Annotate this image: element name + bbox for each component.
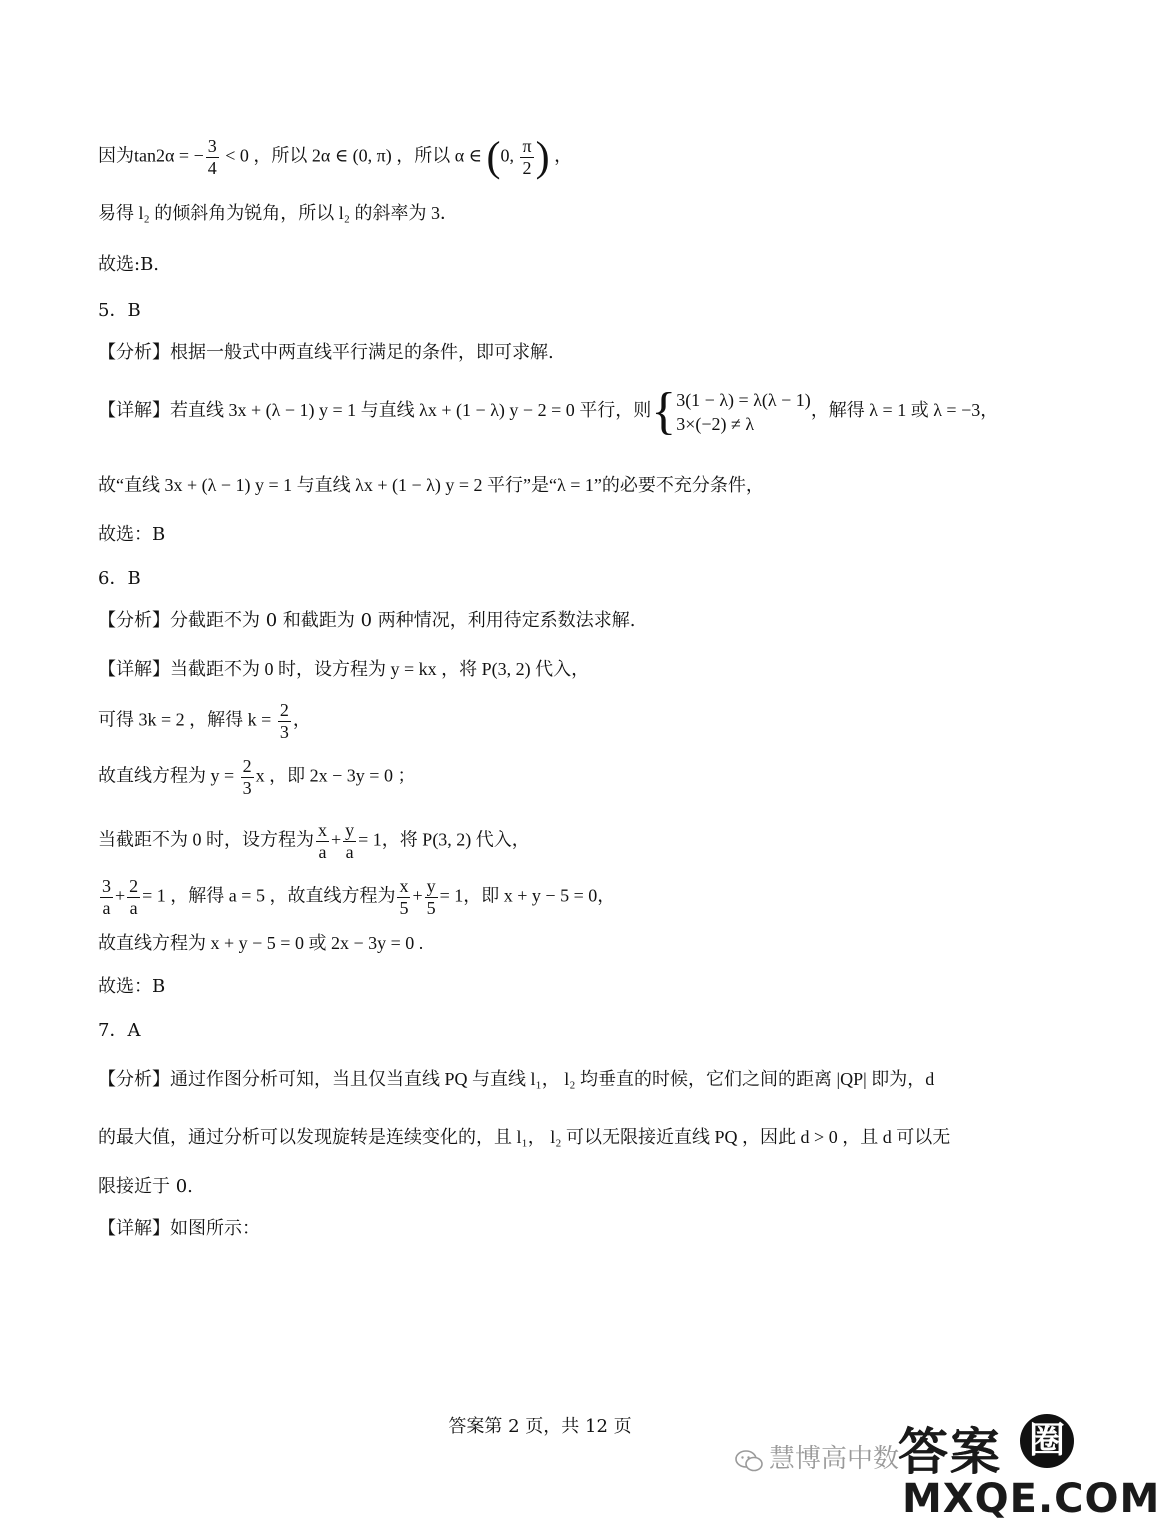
math-span: + xyxy=(115,885,126,906)
text-line: 【详解】当截距不为 0 时，设方程为 y = kx ，将 P(3, 2) 代入， xyxy=(98,659,590,679)
fraction-denominator: 5 xyxy=(399,898,409,918)
math-span: < 0 ，所以 2α ∈ (0, π) ，所以 α ∈ xyxy=(220,145,487,166)
text-line: 故选:B. xyxy=(98,254,160,275)
text-line: 限接近于 0. xyxy=(98,1176,193,1197)
text-span: 因为 xyxy=(98,145,134,166)
text-span: 当截距不为 0 时，设方程为 xyxy=(98,829,314,850)
wechat-icon xyxy=(735,1449,763,1471)
fraction xyxy=(425,876,438,919)
question-number: 7．A xyxy=(98,1020,141,1041)
fraction-numerator: x xyxy=(399,876,409,896)
watermark-circle-badge: 圈 xyxy=(1020,1414,1074,1468)
text-line: 故选：B xyxy=(98,976,166,997)
fraction-denominator: a xyxy=(318,842,327,862)
text-span: ， xyxy=(549,145,573,166)
text-line xyxy=(98,876,1020,919)
text-line xyxy=(98,700,1020,743)
text-line: 故“直线 3x + (λ − 1) y = 1 与直线 λx + (1 − λ) y = 2 平行”是“λ = 1”的必要不充分条件， xyxy=(98,475,764,495)
fraction xyxy=(241,756,254,799)
fraction-denominator: 3 xyxy=(279,722,289,742)
text-span: ， xyxy=(292,709,311,730)
fraction xyxy=(100,876,113,919)
fraction-denominator: 4 xyxy=(207,158,217,178)
math-span: 可得 3k = 2 ，解得 k = xyxy=(98,709,276,730)
fraction-denominator: 5 xyxy=(426,898,436,918)
math-span: tan2α = − xyxy=(134,145,204,166)
text-line: 易得 l₂ 的倾斜角为锐角，所以 l₂ 的斜率为 3． xyxy=(98,203,459,223)
fraction-denominator: a xyxy=(345,842,354,862)
fraction xyxy=(278,700,291,743)
watermark-top-text: 答案 xyxy=(898,1423,1002,1481)
fraction xyxy=(127,876,140,919)
math-span: 0, xyxy=(500,145,519,166)
fraction-numerator: 2 xyxy=(129,876,139,896)
question-number: 6．B xyxy=(98,568,141,589)
left-brace: { xyxy=(651,383,677,440)
left-paren: ( xyxy=(486,134,501,181)
text-line xyxy=(98,136,1020,179)
text-line xyxy=(98,756,1020,799)
question-number: 5．B xyxy=(98,300,141,321)
math-span: + xyxy=(412,885,423,906)
system-rows xyxy=(676,388,811,436)
analysis-line: 【分析】通过作图分析可知，当且仅当直线 PQ 与直线 l₁， l₂ 均垂直的时候，它们之间的距离 |QP| 即为，d xyxy=(98,1069,935,1089)
fraction-numerator: y xyxy=(426,876,436,896)
watermark-domain-text: MXQE.COM xyxy=(902,1476,1160,1522)
system-row: 3(1 − λ) = λ(λ − 1) xyxy=(676,390,811,410)
page-footer: 答案第 2 页，共 12 页 xyxy=(448,1416,632,1437)
fraction-denominator: a xyxy=(102,898,111,918)
fraction-numerator: 2 xyxy=(242,756,252,776)
fraction-numerator: x xyxy=(318,820,327,840)
math-span: + xyxy=(331,829,342,850)
right-paren: ) xyxy=(535,134,550,181)
analysis-line: 【分析】根据一般式中两直线平行满足的条件，即可求解. xyxy=(98,342,554,363)
math-span: = 1，将 P(3, 2) 代入， xyxy=(358,829,530,850)
math-span: x ，即 2x − 3y = 0 ； xyxy=(255,765,416,786)
fraction xyxy=(316,820,329,863)
fraction xyxy=(343,820,356,863)
fraction-denominator: 2 xyxy=(522,158,532,178)
math-span: = 1 ，解得 a = 5 ，故直线方程为 xyxy=(142,885,396,906)
math-span: ，解得 λ = 1 或 λ = −3， xyxy=(810,400,999,421)
fraction-numerator: 3 xyxy=(102,876,111,896)
wechat-account-name: 慧博高中数 xyxy=(769,1444,900,1474)
text-line xyxy=(98,820,1020,863)
system-row: 3×(−2) ≠ λ xyxy=(676,414,755,434)
fraction-denominator: a xyxy=(129,898,138,918)
math-span: = 1，即 x + y − 5 = 0， xyxy=(439,885,616,906)
site-watermark-logo xyxy=(898,1412,1160,1524)
fraction xyxy=(397,876,410,919)
fraction-numerator: π xyxy=(522,136,532,156)
text-line: 故选：B xyxy=(98,524,166,545)
fraction-numerator: 2 xyxy=(279,700,289,720)
text-line xyxy=(98,383,1020,440)
fraction xyxy=(206,136,219,179)
text-line: 的最大值，通过分析可以发现旋转是连续变化的，且 l₁， l₂ 可以无限接近直线 PQ ，因此 d > 0 ，且 d 可以无 xyxy=(98,1127,951,1147)
fraction-numerator: y xyxy=(345,820,355,840)
fraction-numerator: 3 xyxy=(207,136,217,156)
text-line: 故直线方程为 x + y − 5 = 0 或 2x − 3y = 0 . xyxy=(98,933,424,953)
fraction xyxy=(520,136,533,179)
wechat-account-label xyxy=(735,1438,899,1475)
math-span: 【详解】若直线 3x + (λ − 1) y = 1 与直线 λx + (1 − λ) y − 2 = 0 平行，则 xyxy=(98,400,652,421)
equation-system xyxy=(651,383,811,440)
math-span: 故直线方程为 y = xyxy=(98,765,239,786)
detail-line: 【详解】如图所示： xyxy=(98,1218,260,1239)
analysis-line: 【分析】分截距不为 0 和截距为 0 两种情况，利用待定系数法求解. xyxy=(98,610,636,631)
fraction-denominator: 3 xyxy=(242,778,252,798)
